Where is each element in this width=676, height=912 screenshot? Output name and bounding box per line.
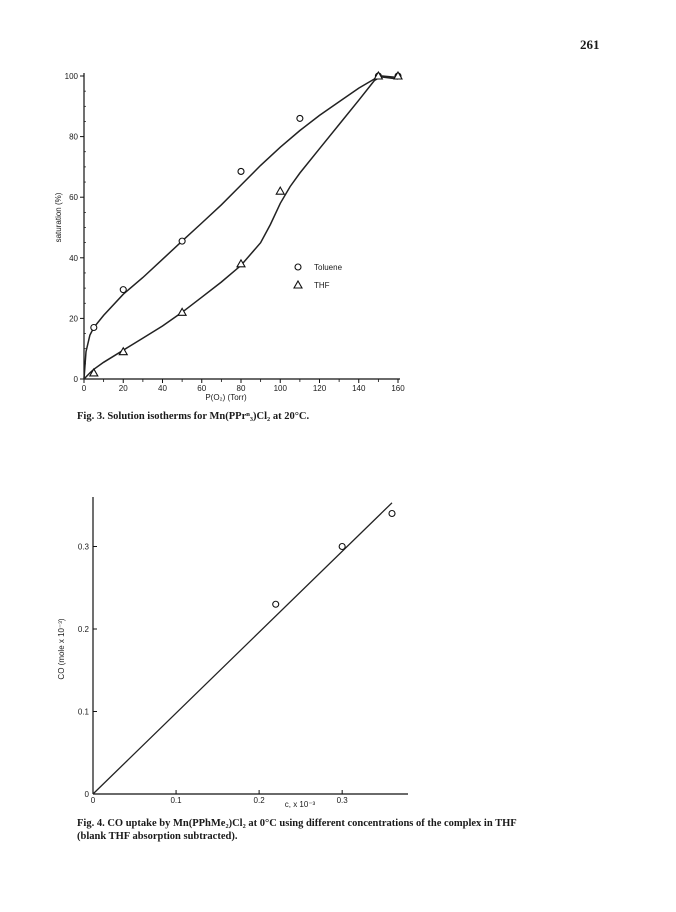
figure-4-caption-line2: (blank THF absorption subtracted). — [77, 831, 238, 842]
fig3-y-tick-label: 100 — [64, 72, 78, 81]
fig3-x-tick-label: 60 — [197, 384, 207, 393]
fig3-point-toluene — [238, 168, 244, 174]
fig3-x-tick-label: 100 — [273, 384, 287, 393]
fig4-point — [339, 544, 345, 550]
page-number: 261 — [580, 37, 600, 52]
fig3-legend-marker-thf — [294, 281, 302, 288]
fig4-fit-line — [93, 503, 392, 794]
fig4-y-tick-label: 0.3 — [77, 542, 89, 552]
fig4-x-tick-label: 0 — [90, 796, 96, 805]
fig3-x-tick-label: 20 — [118, 384, 128, 393]
fig3-point-toluene — [120, 287, 126, 293]
fig3-point-toluene — [179, 238, 185, 244]
fig3-legend-label-thf: THF — [314, 281, 330, 290]
fig4-y-tick-label: 0 — [84, 790, 89, 799]
fig3-x-tick-label: 40 — [158, 384, 167, 393]
fig3-x-tick-label: 140 — [352, 384, 366, 393]
fig4-point — [273, 601, 279, 607]
fig3-y-tick-label: 40 — [69, 253, 78, 263]
fig3-point-toluene — [91, 324, 97, 330]
fig4-y-axis-label: CO (mole x 10⁻³) — [57, 618, 66, 680]
fig3-y-tick-label: 80 — [69, 132, 78, 142]
fig3-x-tick-label: 160 — [391, 384, 405, 393]
fig3-legend-label-toluene: Toluene — [314, 263, 343, 272]
fig3-curve-toluene — [84, 77, 398, 379]
fig3-point-toluene — [297, 115, 303, 121]
fig3-x-axis-label: P(O₂) (Torr) — [205, 393, 247, 402]
fig3-point-thf — [237, 260, 245, 267]
figure-4-caption-line1: Fig. 4. CO uptake by Mn(PPhMe₂)Cl₂ at 0°C using different concentrations of the complex in THF — [77, 818, 517, 829]
fig3-y-tick-label: 0 — [73, 375, 78, 384]
fig4-x-tick-label: 0.3 — [336, 796, 348, 805]
fig4-point — [389, 511, 395, 517]
fig3-x-tick-label: 120 — [312, 384, 327, 393]
fig3-y-axis-label: saturation (%) — [54, 192, 63, 243]
fig3-x-tick-label: 0 — [81, 384, 87, 393]
fig3-x-tick-label: 80 — [236, 384, 246, 393]
figure-3-caption: Fig. 3. Solution isotherms for Mn(PPrⁿ₃)Cl₂ at 20°C. — [77, 411, 310, 422]
fig4-y-tick-label: 0.1 — [77, 707, 89, 717]
fig3-y-tick-label: 60 — [69, 193, 78, 203]
fig3-y-tick-label: 20 — [69, 314, 78, 324]
fig4-x-tick-label: 0.1 — [170, 796, 182, 805]
fig4-x-tick-label: 0.2 — [253, 796, 265, 805]
fig3-point-thf — [276, 187, 284, 194]
fig3-legend-marker-toluene — [295, 264, 301, 270]
fig3-curve-thf — [84, 76, 398, 379]
fig4-x-axis-label: c, x 10⁻³ — [284, 800, 316, 809]
fig4-y-tick-label: 0.2 — [77, 625, 89, 634]
